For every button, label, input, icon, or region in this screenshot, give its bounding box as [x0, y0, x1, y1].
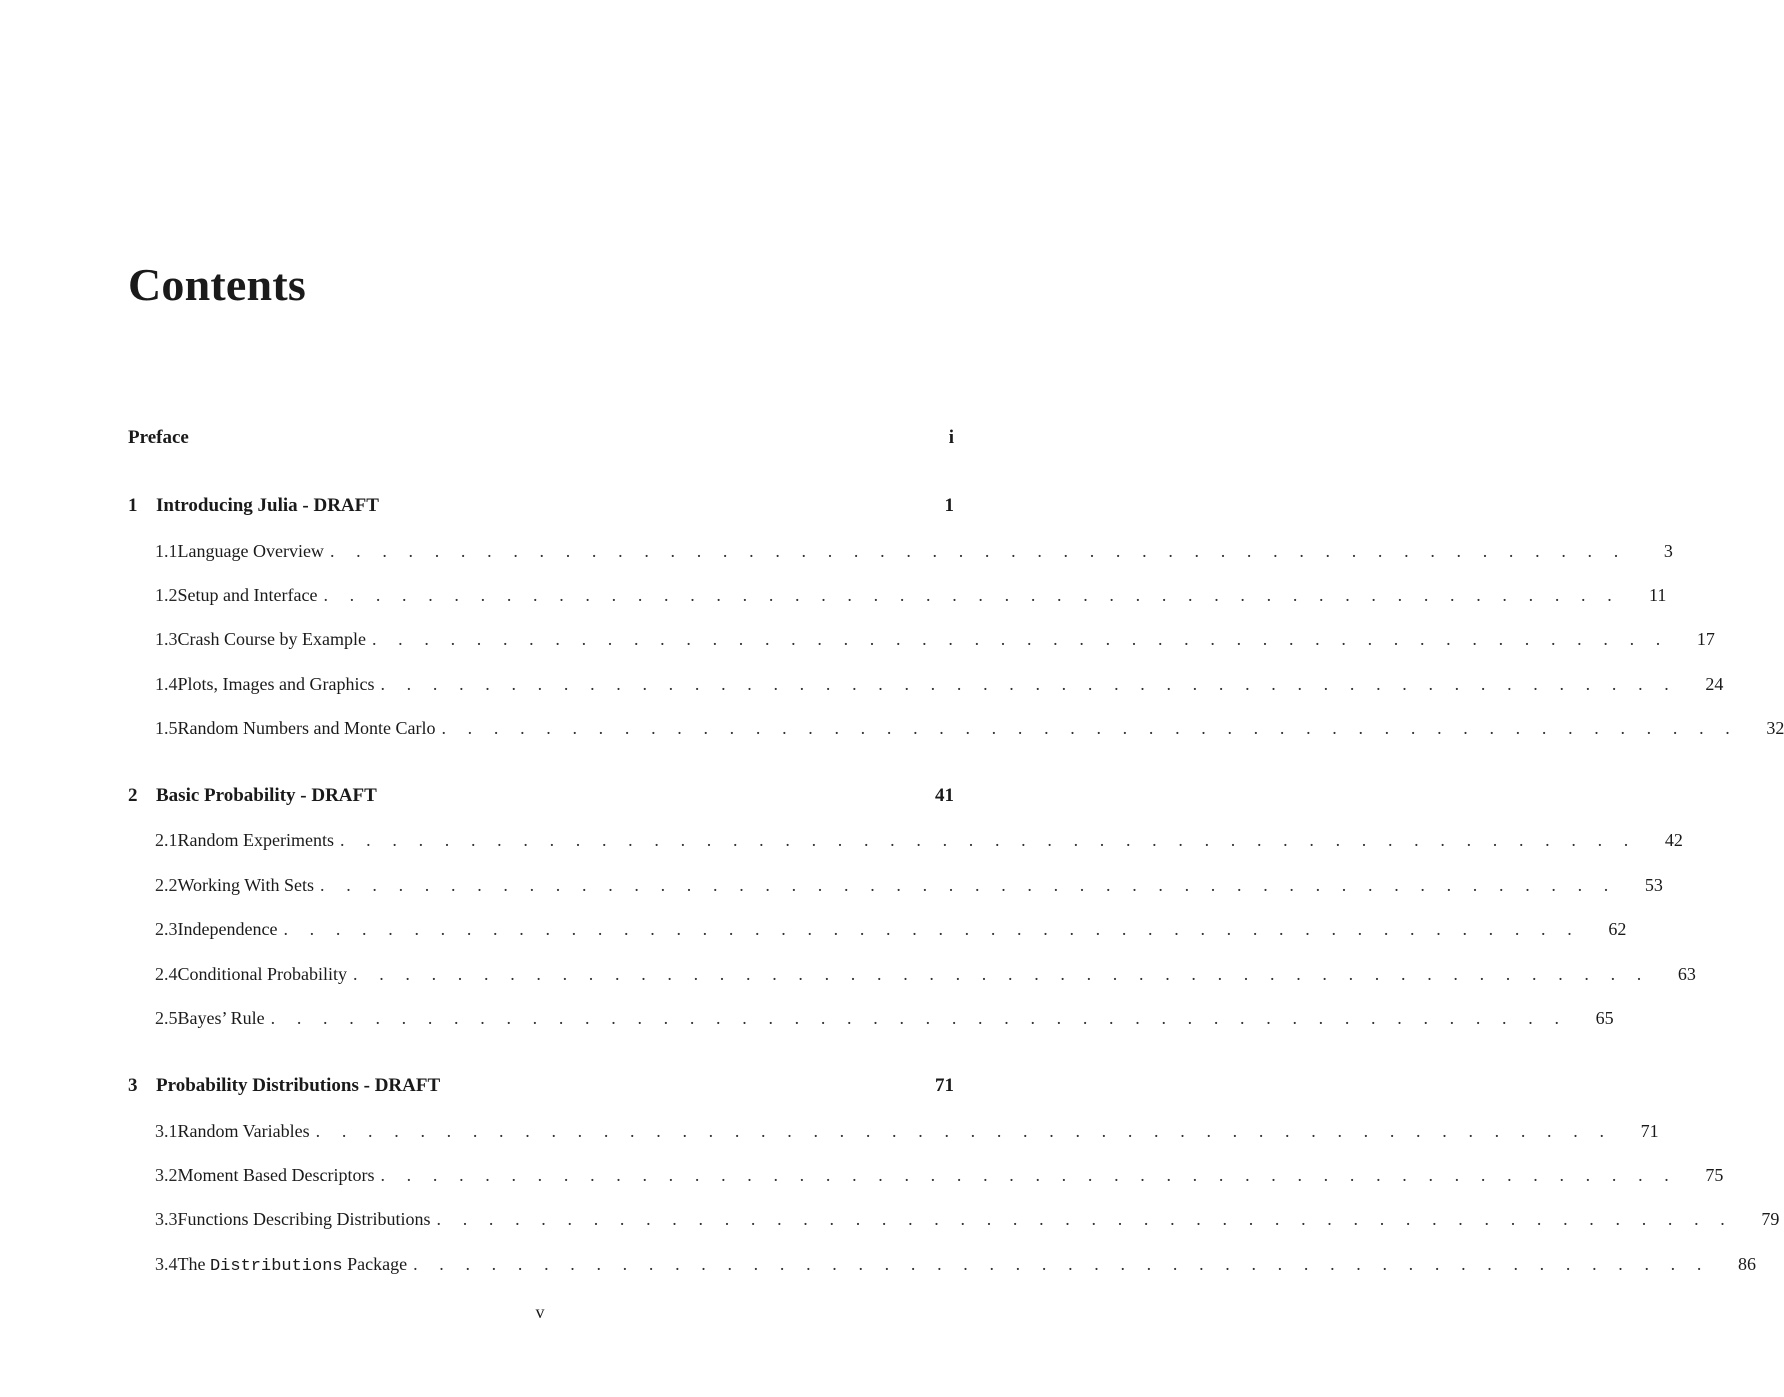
section-page: 71: [1640, 1121, 1659, 1141]
section-title: Plots, Images and Graphics: [177, 674, 375, 694]
section-number: 1.4: [155, 674, 178, 694]
toc-section-2-5[interactable]: [155, 1004, 1614, 1032]
dot-leader: . . . . . . . . . . . . . . . . . . . . . . . . . . . . . . . . . . . . . . . . . . . . . . . . . .: [323, 585, 1621, 605]
section-title: Setup and Interface: [177, 585, 318, 605]
section-page: 3: [1663, 541, 1673, 561]
section-title: Crash Course by Example: [177, 629, 366, 649]
chapter-page: 41: [935, 785, 954, 806]
section-page: 17: [1696, 629, 1715, 649]
toc-section-3-4[interactable]: [155, 1250, 1756, 1278]
section-number: 3.3: [155, 1209, 178, 1229]
section-title: Functions Describing Distributions: [177, 1209, 431, 1229]
section-number: 2.3: [155, 919, 178, 939]
section-title: Working With Sets: [177, 875, 314, 895]
page-number: v: [535, 1302, 545, 1322]
section-title: Random Variables: [177, 1121, 310, 1141]
section-page: 63: [1677, 964, 1696, 984]
section-page: 32: [1766, 718, 1784, 738]
section-title-suffix: Package: [347, 1254, 408, 1274]
toc-section-2-2[interactable]: [155, 871, 1663, 899]
section-number: 3.4: [155, 1254, 178, 1274]
dot-leader: . . . . . . . . . . . . . . . . . . . . . . . . . . . . . . . . . . . . . . . . . . . . . . . . . .: [329, 541, 1627, 561]
toc-section-3-3[interactable]: [155, 1205, 1780, 1233]
dot-leader: . . . . . . . . . . . . . . . . . . . . . . . . . . . . . . . . . . . . . . . . . . . . . . . . . .: [380, 674, 1678, 694]
section-title: Conditional Probability: [177, 964, 347, 984]
section-number: 2.1: [155, 830, 178, 850]
section-title: Moment Based Descriptors: [177, 1165, 375, 1185]
chapter-title: Basic Probability - DRAFT: [156, 785, 377, 806]
dot-leader: . . . . . . . . . . . . . . . . . . . . . . . . . . . . . . . . . . . . . . . . . . . . . . . . . .: [320, 875, 1617, 895]
toc-section-1-4[interactable]: [155, 670, 1724, 698]
toc-section-2-3[interactable]: [155, 915, 1627, 943]
chapter-number: 1: [128, 495, 138, 516]
toc-section-1-3[interactable]: [155, 625, 1715, 653]
section-page: 24: [1705, 674, 1724, 694]
dot-leader: . . . . . . . . . . . . . . . . . . . . . . . . . . . . . . . . . . . . . . . . . . . . . . . . . .: [413, 1254, 1710, 1274]
section-title-prefix: The: [177, 1254, 206, 1274]
section-page: 42: [1664, 830, 1683, 850]
dot-leader: . . . . . . . . . . . . . . . . . . . . . . . . . . . . . . . . . . . . . . . . . . . . . . . . . .: [283, 919, 1581, 939]
section-page: 11: [1649, 585, 1667, 605]
section-page: 62: [1608, 919, 1627, 939]
section-number: 1.5: [155, 718, 178, 738]
chapter-page: 71: [935, 1075, 954, 1096]
section-title-code: Distributions: [209, 1257, 343, 1276]
section-title: Bayes’ Rule: [177, 1008, 265, 1028]
toc-section-3-1[interactable]: [155, 1117, 1659, 1145]
section-number: 3.1: [155, 1121, 178, 1141]
section-number: 1.2: [155, 585, 178, 605]
toc-chapter-1[interactable]: [128, 492, 954, 520]
toc-chapter-3[interactable]: [128, 1072, 954, 1100]
dot-leader: . . . . . . . . . . . . . . . . . . . . . . . . . . . . . . . . . . . . . . . . . . . . . . . . . .: [270, 1008, 1568, 1028]
dot-leader: . . . . . . . . . . . . . . . . . . . . . . . . . . . . . . . . . . . . . . . . . . . . . . . . . .: [315, 1121, 1613, 1141]
toc-section-2-4[interactable]: [155, 960, 1696, 988]
dot-leader: . . . . . . . . . . . . . . . . . . . . . . . . . . . . . . . . . . . . . . . . . . . . . . . . . .: [380, 1165, 1678, 1185]
section-number: 1.3: [155, 629, 178, 649]
section-number: 3.2: [155, 1165, 178, 1185]
preface-page: i: [948, 427, 954, 448]
toc-preface[interactable]: [128, 424, 954, 452]
toc-chapter-2[interactable]: [128, 782, 954, 810]
section-title: Random Experiments: [177, 830, 334, 850]
section-page: 53: [1644, 875, 1663, 895]
section-page: 75: [1705, 1165, 1724, 1185]
toc-section-2-1[interactable]: [155, 826, 1683, 854]
chapter-title: Probability Distributions - DRAFT: [156, 1075, 441, 1096]
section-page: 65: [1595, 1008, 1614, 1028]
dot-leader: . . . . . . . . . . . . . . . . . . . . . . . . . . . . . . . . . . . . . . . . . . . . . . . . . .: [436, 1209, 1734, 1229]
preface-title: Preface: [128, 427, 189, 448]
chapter-page: 1: [944, 495, 954, 516]
section-page: 86: [1737, 1254, 1756, 1274]
toc-section-1-1[interactable]: [155, 537, 1673, 565]
section-page: 79: [1761, 1209, 1780, 1229]
section-title: Independence: [177, 919, 278, 939]
section-title: Random Numbers and Monte Carlo: [177, 718, 436, 738]
dot-leader: . . . . . . . . . . . . . . . . . . . . . . . . . . . . . . . . . . . . . . . . . . . . . . . . . .: [441, 718, 1739, 738]
section-number: 2.5: [155, 1008, 178, 1028]
toc-section-1-2[interactable]: [155, 581, 1667, 609]
dot-leader: . . . . . . . . . . . . . . . . . . . . . . . . . . . . . . . . . . . . . . . . . . . . . . . . . .: [339, 830, 1637, 850]
section-number: 2.2: [155, 875, 178, 895]
section-number: 1.1: [155, 541, 178, 561]
toc-section-1-5[interactable]: [155, 714, 1784, 742]
toc-section-3-2[interactable]: [155, 1161, 1724, 1189]
dot-leader: . . . . . . . . . . . . . . . . . . . . . . . . . . . . . . . . . . . . . . . . . . . . . . . . . .: [371, 629, 1669, 649]
chapter-number: 3: [128, 1075, 138, 1096]
section-title: [178, 1250, 414, 1281]
page-title: Contents: [128, 259, 306, 310]
chapter-title: Introducing Julia - DRAFT: [156, 495, 379, 516]
section-number: 2.4: [155, 964, 178, 984]
chapter-number: 2: [128, 785, 138, 806]
section-title: Language Overview: [177, 541, 324, 561]
dot-leader: . . . . . . . . . . . . . . . . . . . . . . . . . . . . . . . . . . . . . . . . . . . . . . . . . .: [353, 964, 1650, 984]
